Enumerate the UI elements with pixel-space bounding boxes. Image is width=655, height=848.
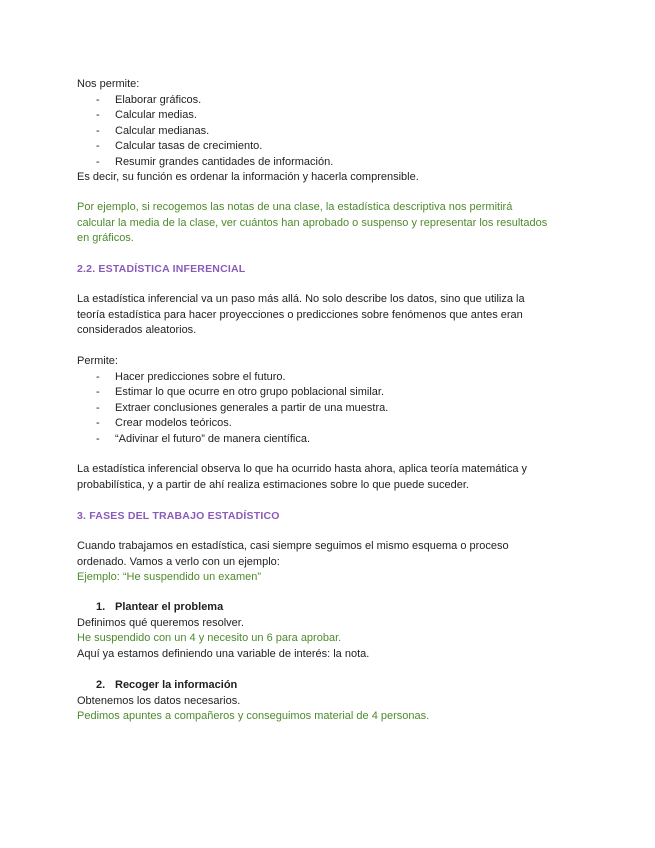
section-heading-2-2: 2.2. ESTADÍSTICA INFERENCIAL (77, 263, 246, 275)
section-heading-3: 3. FASES DEL TRABAJO ESTADÍSTICO (77, 510, 280, 522)
paragraph-line: La estadística inferencial va un paso más allá. No solo describe los datos, sino que utiliza la (77, 293, 525, 305)
permite-list (77, 370, 595, 448)
list-item: - Elaborar gráficos. (96, 93, 202, 106)
list-item: - Resumir grandes cantidades de información. (96, 155, 334, 168)
section-2-2-closing (77, 462, 595, 493)
section-3-intro (77, 539, 595, 586)
list-item: - Estimar lo que ocurre en otro grupo poblacional similar. (96, 386, 385, 398)
paragraph-line: ordenado. Vamos a verlo con un ejemplo: (77, 555, 280, 568)
list-item: - Hacer predicciones sobre el futuro. (96, 370, 286, 383)
intro-list (77, 93, 595, 171)
step-2-title: 2. Recoger la información (96, 679, 238, 691)
step-2-desc: Obtenemos los datos necesarios. (77, 694, 241, 707)
paragraph-line: considerados aleatorios. (77, 324, 197, 336)
paragraph-line: Cuando trabajamos en estadística, casi siempre seguimos el mismo esquema o proceso (77, 540, 509, 552)
step-1-desc: Definimos qué queremos resolver. (77, 616, 244, 629)
step-1-example: He suspendido con un 4 y necesito un 6 para aprobar. (77, 632, 342, 644)
intro-block (77, 77, 595, 186)
permite-lead: Permite: (77, 355, 118, 367)
paragraph-line: teoría estadística para hacer proyecciones o predicciones sobre fenómenos que antes eran (77, 308, 523, 321)
list-item: - Extraer conclusiones generales a partir de una muestra. (96, 401, 389, 414)
intro-summary: Es decir, su función es ordenar la información y hacerla comprensible. (77, 171, 419, 183)
intro-lead: Nos permite: (77, 78, 140, 90)
example-line: Ejemplo: “He suspendido un examen” (77, 571, 262, 583)
list-item: - Crear modelos teóricos. (96, 417, 232, 429)
list-item: - Calcular tasas de crecimiento. (96, 140, 263, 152)
step-2-block (77, 678, 595, 725)
list-item: - Calcular medias. (96, 109, 197, 121)
permite-block (77, 354, 595, 447)
step-1-note: Aquí ya estamos definiendo una variable de interés: la nota. (77, 647, 370, 660)
step-2-example: Pedimos apuntes a compañeros y conseguimos material de 4 personas. (77, 710, 430, 722)
example-paragraph (77, 200, 595, 247)
paragraph-line: probabilística, y a partir de ahí realiza estimaciones sobre lo que puede suceder. (77, 478, 469, 491)
example-line: Por ejemplo, si recogemos las notas de una clase, la estadística descriptiva nos permitirá (77, 201, 513, 213)
section-2-2-paragraph (77, 292, 595, 339)
example-line: en gráficos. (77, 232, 134, 244)
list-item: - “Adivinar el futuro” de manera científica. (96, 432, 311, 445)
paragraph-line: La estadística inferencial observa lo que ha ocurrido hasta ahora, aplica teoría matemática y (77, 463, 528, 475)
example-line: calcular la media de la clase, ver cuántos han aprobado o suspenso y representar los resultados (77, 216, 548, 229)
list-item: - Calcular medianas. (96, 124, 210, 137)
step-1-block (77, 600, 595, 662)
step-1-title: 1. Plantear el problema (96, 601, 224, 613)
